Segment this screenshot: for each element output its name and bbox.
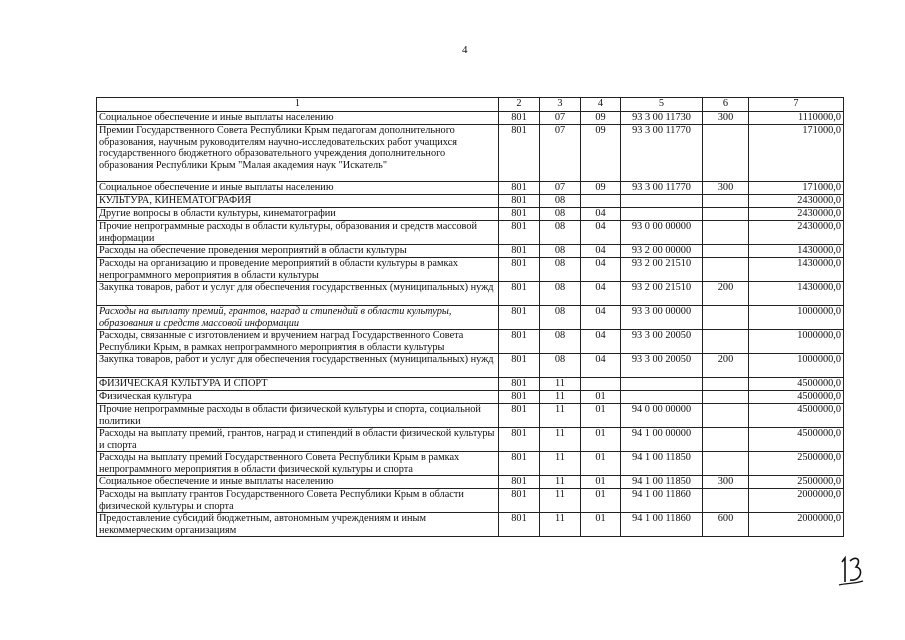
row-description: Социальное обеспечение и иные выплаты населению <box>97 112 499 125</box>
row-ministry-code: 801 <box>499 221 540 245</box>
table-row <box>97 182 844 195</box>
table-row <box>97 330 844 354</box>
row-amount: 2500000,0 <box>749 476 844 489</box>
row-section-code: 11 <box>540 476 581 489</box>
row-ministry-code: 801 <box>499 452 540 476</box>
row-expense-type: 200 <box>703 354 749 378</box>
row-section-code: 08 <box>540 330 581 354</box>
row-target-code: 93 3 00 11770 <box>621 182 703 195</box>
row-amount: 4500000,0 <box>749 428 844 452</box>
row-description: Расходы на выплату премий, грантов, наград и стипендий в области физической культуры и спорта <box>97 428 499 452</box>
row-amount: 1430000,0 <box>749 282 844 306</box>
row-description: Расходы, связанные с изготовлением и вручением наград Государственного Совета Республики Крым, в рамках непрограммного мероприятия в области культуры <box>97 330 499 354</box>
row-subsection-code: 04 <box>581 221 621 245</box>
row-target-code: 94 1 00 11860 <box>621 489 703 513</box>
table-row <box>97 221 844 245</box>
row-amount: 1000000,0 <box>749 306 844 330</box>
row-section-code: 07 <box>540 125 581 182</box>
table-row <box>97 513 844 537</box>
row-subsection-code: 04 <box>581 306 621 330</box>
row-ministry-code: 801 <box>499 330 540 354</box>
row-amount: 1000000,0 <box>749 354 844 378</box>
row-expense-type <box>703 391 749 404</box>
row-expense-type: 300 <box>703 112 749 125</box>
row-ministry-code: 801 <box>499 282 540 306</box>
row-description: Расходы на обеспечение проведения мероприятий в области культуры <box>97 245 499 258</box>
row-amount: 1000000,0 <box>749 330 844 354</box>
row-target-code: 93 2 00 21510 <box>621 282 703 306</box>
table-row <box>97 378 844 391</box>
row-section-code: 11 <box>540 378 581 391</box>
table-row <box>97 195 844 208</box>
row-subsection-code: 04 <box>581 208 621 221</box>
row-amount: 2000000,0 <box>749 489 844 513</box>
row-subsection-code: 01 <box>581 428 621 452</box>
row-ministry-code: 801 <box>499 404 540 428</box>
row-expense-type: 300 <box>703 476 749 489</box>
row-description: Физическая культура <box>97 391 499 404</box>
row-subsection-code: 01 <box>581 452 621 476</box>
row-ministry-code: 801 <box>499 182 540 195</box>
row-section-code: 08 <box>540 282 581 306</box>
handwritten-page-mark <box>836 552 866 588</box>
row-section-code: 08 <box>540 195 581 208</box>
row-expense-type <box>703 195 749 208</box>
row-expense-type <box>703 330 749 354</box>
row-target-code <box>621 378 703 391</box>
row-expense-type: 200 <box>703 282 749 306</box>
row-description: Прочие непрограммные расходы в области культуры, образования и средств массовой информации <box>97 221 499 245</box>
row-target-code: 93 2 00 00000 <box>621 245 703 258</box>
header-row <box>97 98 844 112</box>
row-section-code: 07 <box>540 182 581 195</box>
row-description: Социальное обеспечение и иные выплаты населению <box>97 476 499 489</box>
row-subsection-code: 04 <box>581 245 621 258</box>
row-target-code: 94 1 00 00000 <box>621 428 703 452</box>
row-description: Предоставление субсидий бюджетным, автономным учреждениям и иным некоммерческим организациям <box>97 513 499 537</box>
row-subsection-code: 04 <box>581 258 621 282</box>
row-subsection-code: 09 <box>581 112 621 125</box>
row-description: КУЛЬТУРА, КИНЕМАТОГРАФИЯ <box>97 195 499 208</box>
row-target-code <box>621 208 703 221</box>
row-subsection-code: 09 <box>581 125 621 182</box>
row-ministry-code: 801 <box>499 428 540 452</box>
row-section-code: 11 <box>540 489 581 513</box>
table-row <box>97 245 844 258</box>
row-expense-type <box>703 306 749 330</box>
row-ministry-code: 801 <box>499 258 540 282</box>
row-description: Расходы на выплату премий Государственного Совета Республики Крым в рамках непрограммного мероприятия в области физической культуры и спорта <box>97 452 499 476</box>
row-ministry-code: 801 <box>499 112 540 125</box>
table-row <box>97 476 844 489</box>
row-section-code: 08 <box>540 221 581 245</box>
row-ministry-code: 801 <box>499 245 540 258</box>
column-header: 5 <box>621 98 703 112</box>
row-section-code: 11 <box>540 391 581 404</box>
row-expense-type <box>703 452 749 476</box>
row-target-code: 93 3 00 11770 <box>621 125 703 182</box>
row-section-code: 11 <box>540 513 581 537</box>
row-description: Расходы на выплату премий, грантов, наград и стипендий в области культуры, образования и средств массовой информации <box>97 306 499 330</box>
column-header: 2 <box>499 98 540 112</box>
row-expense-type: 300 <box>703 182 749 195</box>
row-section-code: 08 <box>540 245 581 258</box>
row-description: Социальное обеспечение и иные выплаты населению <box>97 182 499 195</box>
row-subsection-code: 01 <box>581 404 621 428</box>
row-expense-type <box>703 221 749 245</box>
row-section-code: 11 <box>540 428 581 452</box>
row-expense-type <box>703 208 749 221</box>
row-ministry-code: 801 <box>499 125 540 182</box>
row-subsection-code: 04 <box>581 354 621 378</box>
table-row <box>97 208 844 221</box>
column-header: 6 <box>703 98 749 112</box>
row-amount: 1430000,0 <box>749 245 844 258</box>
row-ministry-code: 801 <box>499 378 540 391</box>
table-row <box>97 354 844 378</box>
row-description: Другие вопросы в области культуры, кинематографии <box>97 208 499 221</box>
row-target-code: 94 1 00 11860 <box>621 513 703 537</box>
row-target-code: 93 3 00 00000 <box>621 306 703 330</box>
row-ministry-code: 801 <box>499 489 540 513</box>
row-description: Закупка товаров, работ и услуг для обеспечения государственных (муниципальных) нужд <box>97 354 499 378</box>
row-description: ФИЗИЧЕСКАЯ КУЛЬТУРА И СПОРТ <box>97 378 499 391</box>
column-header: 3 <box>540 98 581 112</box>
row-target-code: 94 1 00 11850 <box>621 476 703 489</box>
row-expense-type: 600 <box>703 513 749 537</box>
budget-table <box>96 97 844 537</box>
row-target-code: 93 3 00 20050 <box>621 354 703 378</box>
row-ministry-code: 801 <box>499 306 540 330</box>
table-row <box>97 391 844 404</box>
row-subsection-code <box>581 378 621 391</box>
row-amount: 2500000,0 <box>749 452 844 476</box>
row-section-code: 07 <box>540 112 581 125</box>
row-section-code: 08 <box>540 354 581 378</box>
row-expense-type <box>703 258 749 282</box>
row-amount: 4500000,0 <box>749 391 844 404</box>
row-ministry-code: 801 <box>499 476 540 489</box>
row-target-code: 93 3 00 11730 <box>621 112 703 125</box>
row-amount: 1110000,0 <box>749 112 844 125</box>
row-amount: 171000,0 <box>749 182 844 195</box>
row-ministry-code: 801 <box>499 513 540 537</box>
table-row <box>97 306 844 330</box>
row-subsection-code: 09 <box>581 182 621 195</box>
row-amount: 171000,0 <box>749 125 844 182</box>
row-expense-type <box>703 125 749 182</box>
row-ministry-code: 801 <box>499 195 540 208</box>
row-ministry-code: 801 <box>499 354 540 378</box>
row-section-code: 11 <box>540 404 581 428</box>
row-expense-type <box>703 378 749 391</box>
row-section-code: 11 <box>540 452 581 476</box>
row-subsection-code: 01 <box>581 513 621 537</box>
row-ministry-code: 801 <box>499 208 540 221</box>
row-subsection-code: 04 <box>581 330 621 354</box>
row-expense-type <box>703 428 749 452</box>
table-row <box>97 125 844 182</box>
row-subsection-code <box>581 195 621 208</box>
row-description: Расходы на выплату грантов Государственного Совета Республики Крым в области физической культуры и спорта <box>97 489 499 513</box>
row-description: Прочие непрограммные расходы в области физической культуры и спорта, социальной политики <box>97 404 499 428</box>
column-header: 7 <box>749 98 844 112</box>
table-row <box>97 112 844 125</box>
row-subsection-code: 01 <box>581 489 621 513</box>
row-amount: 2000000,0 <box>749 513 844 537</box>
table-row <box>97 489 844 513</box>
column-header: 1 <box>97 98 499 112</box>
table-row <box>97 452 844 476</box>
row-amount: 1430000,0 <box>749 258 844 282</box>
row-expense-type <box>703 404 749 428</box>
row-amount: 2430000,0 <box>749 195 844 208</box>
row-subsection-code: 01 <box>581 391 621 404</box>
row-amount: 2430000,0 <box>749 221 844 245</box>
row-description: Расходы на организацию и проведение мероприятий в области культуры в рамках непрограммного мероприятия в области культуры <box>97 258 499 282</box>
row-subsection-code: 04 <box>581 282 621 306</box>
table-row <box>97 282 844 306</box>
row-section-code: 08 <box>540 306 581 330</box>
row-amount: 4500000,0 <box>749 378 844 391</box>
table-row <box>97 404 844 428</box>
row-target-code: 93 3 00 20050 <box>621 330 703 354</box>
table-body <box>97 112 844 537</box>
row-target-code <box>621 391 703 404</box>
row-amount: 2430000,0 <box>749 208 844 221</box>
row-section-code: 08 <box>540 208 581 221</box>
row-target-code: 94 0 00 00000 <box>621 404 703 428</box>
row-description: Премии Государственного Совета Республики Крым педагогам дополнительного образования, научным руководителям научно-исследовательских работ учащихся государственного бюджетного образовательного учреждения дополнительного образования Республики Крым "Малая академия наук "Искатель" <box>97 125 499 182</box>
row-expense-type <box>703 245 749 258</box>
table-row <box>97 258 844 282</box>
table-row <box>97 428 844 452</box>
row-target-code: 94 1 00 11850 <box>621 452 703 476</box>
row-expense-type <box>703 489 749 513</box>
column-header: 4 <box>581 98 621 112</box>
row-amount: 4500000,0 <box>749 404 844 428</box>
row-section-code: 08 <box>540 258 581 282</box>
row-description: Закупка товаров, работ и услуг для обеспечения государственных (муниципальных) нужд <box>97 282 499 306</box>
row-subsection-code: 01 <box>581 476 621 489</box>
row-target-code <box>621 195 703 208</box>
page-number: 4 <box>462 44 468 56</box>
row-target-code: 93 0 00 00000 <box>621 221 703 245</box>
row-target-code: 93 2 00 21510 <box>621 258 703 282</box>
row-ministry-code: 801 <box>499 391 540 404</box>
